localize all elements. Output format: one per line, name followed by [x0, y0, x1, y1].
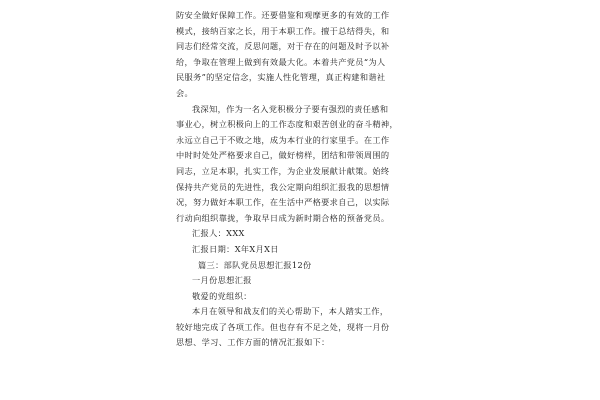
text-line: 给，争取在管理上做到有效最大化。本着共产党员“为人	[176, 56, 386, 67]
text-line: 篇三：部队党员思想汇报12份	[198, 259, 312, 270]
text-line: 况，努力做好本职工作，在生活中严格要求自己，以实际	[176, 197, 390, 208]
text-line: 汇报日期：X年X月X日	[192, 243, 279, 254]
text-line: 较好地完成了各项工作。但也存有不足之处，现将一月份	[176, 321, 390, 332]
text-line: 汇报人：XXX	[192, 228, 245, 239]
text-line: 我深知，作为一名入党积极分子要有强烈的责任感和	[192, 103, 389, 114]
text-line: 事业心，树立积极向上的工作态度和艰苦创业的奋斗精神，	[176, 119, 398, 130]
text-line: 会。	[176, 87, 194, 98]
text-line: 思想、学习、工作方面的情况汇报如下：	[176, 337, 330, 348]
text-line: 永远立自己于不败之地，成为本行业的行家里手。在工作	[176, 134, 390, 145]
text-line: 同志们经常交流，反思问题，对于存在的问题及时予以补	[176, 41, 390, 52]
text-line: 同志，立足本职，扎实工作，为企业发展献计献策。始终	[176, 165, 390, 176]
document-body	[176, 8, 432, 351]
text-line: 中时时处处严格要求自己，做好榜样，团结和带领周围的	[176, 150, 390, 161]
text-line: 敬爱的党组织：	[192, 290, 252, 301]
text-line: 一月份思想汇报	[192, 275, 252, 286]
text-line: 防安全做好保障工作。还要借鉴和观摩更多的有效的工作	[176, 10, 390, 20]
text-line: 保持共产党员的先进性，我公定期向组织汇报我的思想情	[176, 181, 390, 192]
text-line: 行动向组织靠拢，争取早日成为新时期合格的预备党员。	[176, 212, 390, 223]
text-line: 民服务”的坚定信念，实施人性化管理，真正构建和谐社	[176, 72, 386, 83]
text-line: 本月在领导和战友们的关心帮助下，本人踏实工作，	[192, 306, 389, 317]
text-line: 模式，接纳百家之长，用于本职工作。擅于总结得失，和	[176, 25, 390, 36]
